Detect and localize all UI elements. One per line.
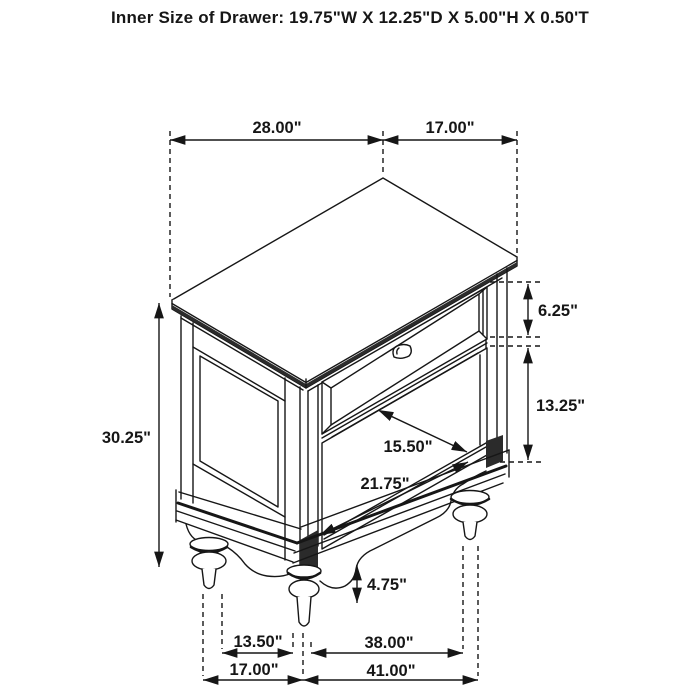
tabletop — [172, 178, 517, 388]
diagram-title: Inner Size of Drawer: 19.75"W X 12.25"D X 5.00"H X 0.50'T — [110, 8, 590, 27]
dim-drawer-height-label: 6.25" — [538, 302, 578, 320]
front-leg — [287, 565, 321, 626]
dim-top-depth-label: 17.00" — [425, 119, 475, 137]
dim-opening-height-label: 13.25" — [536, 397, 586, 415]
right-plinth-block — [486, 435, 503, 468]
dim-base-leg-width-label: 38.00" — [364, 634, 414, 652]
dim-shelf-width-label: 21.75" — [360, 475, 410, 493]
left-leg — [190, 538, 228, 589]
dim-top-width-label: 28.00" — [252, 119, 302, 137]
dim-leg-height-label: 4.75" — [367, 576, 407, 594]
nightstand-line-art — [172, 178, 517, 626]
right-leg — [451, 491, 489, 540]
dim-base-overall-width-label: 41.00" — [366, 662, 416, 680]
dim-shelf-depth-label: 15.50" — [383, 438, 433, 456]
dim-overall-height-label: 30.25" — [101, 429, 151, 447]
dim-base-leg-depth-label: 13.50" — [233, 633, 283, 651]
dim-base-overall-depth-label: 17.00" — [229, 661, 279, 679]
right-corner-post — [486, 268, 507, 453]
